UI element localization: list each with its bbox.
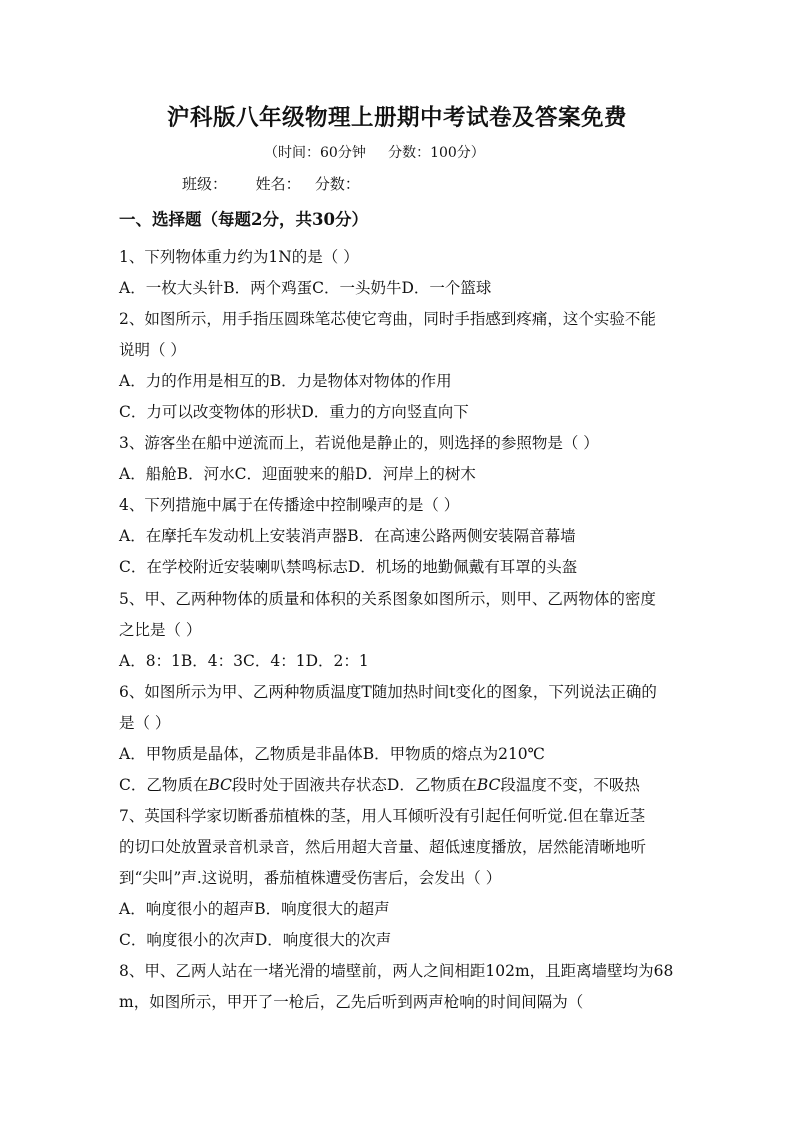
q5-stem-line1: 5、甲、乙两种物体的质量和体积的关系图象如图所示，则甲、乙两物体的密度 <box>119 590 656 608</box>
q6-stem-line1: 6、如图所示为甲、乙两种物质温度T随加热时间t变化的图象，下列说法正确的 <box>119 683 657 701</box>
q7-stem-line1: 7、英国科学家切断番茄植株的茎，用人耳倾听没有引起任何听觉.但在靠近茎 <box>119 807 646 825</box>
q4-options-line2: C．在学校附近安装喇叭禁鸣标志D．机场的地勤佩戴有耳罩的头盔 <box>119 558 578 576</box>
q6-options-line2 <box>119 773 679 797</box>
q3-options: A．船舱B．河水C．迎面驶来的船D．河岸上的树木 <box>119 465 476 483</box>
q4-stem: 4、下列措施中属于在传播途中控制噪声的是（ ） <box>119 496 460 514</box>
q6-opt-c-segment-label: BC <box>208 776 232 794</box>
q6-opt-c-text-a: C．乙物质在 <box>119 776 209 794</box>
exam-time-score: （时间：60分钟 分数：100分） <box>264 145 485 161</box>
q7-options-line1: A．响度很小的超声B．响度很大的超声 <box>119 900 390 918</box>
q6-opt-d-segment-label: BC <box>476 776 501 794</box>
q8-stem-line2: m，如图所示，甲开了一枪后，乙先后听到两声枪响的时间间隔为（ <box>119 993 584 1011</box>
q7-stem-line2: 的切口处放置录音机录音，然后用超大音量、超低速度播放，居然能清晰地听 <box>119 838 647 856</box>
q2-stem-line2: 说明（ ） <box>119 341 186 359</box>
q5-options: A．8：1B．4：3C．4：1D．2：1 <box>119 652 369 670</box>
q2-stem-line1: 2、如图所示，用手指压圆珠笔芯使它弯曲，同时手指感到疼痛，这个实验不能 <box>119 310 656 328</box>
q7-options-line2: C．响度很小的次声D．响度很大的次声 <box>119 931 392 949</box>
q2-options-line1: A．力的作用是相互的B．力是物体对物体的作用 <box>119 372 452 390</box>
q5-stem-line2: 之比是（ ） <box>119 621 202 639</box>
q8-stem-line1: 8、甲、乙两人站在一堵光滑的墙壁前，两人之间相距102m，且距离墙壁均为68 <box>119 962 674 980</box>
section-heading-choice: 一、选择题（每题2分，共30分） <box>119 210 368 229</box>
q6-stem-line2: 是（ ） <box>119 714 171 732</box>
q6-opt-c-text-b: 段时处于固液共存状态D．乙物质在 <box>231 776 477 794</box>
q1-stem: 1、下列物体重力约为1N的是（ ） <box>119 248 359 266</box>
q6-options-line1: A．甲物质是晶体，乙物质是非晶体B．甲物质的熔点为210℃ <box>119 745 546 763</box>
q7-stem-line3: 到“尖叫”声.这说明，番茄植株遭受伤害后，会发出（ ） <box>119 869 502 887</box>
q2-options-line2: C．力可以改变物体的形状D．重力的方向竖直向下 <box>119 403 469 421</box>
q3-stem: 3、游客坐在船中逆流而上，若说他是静止的，则选择的参照物是（ ） <box>119 434 599 452</box>
student-info-line: 班级： 姓名： 分数： <box>182 175 360 193</box>
exam-title: 沪科版八年级物理上册期中考试卷及答案免费 <box>166 105 627 131</box>
q4-options-line1: A．在摩托车发动机上安装消声器B．在高速公路两侧安装隔音幕墙 <box>119 527 576 545</box>
q6-opt-d-text: 段温度不变，不吸热 <box>500 776 640 794</box>
q1-options: A．一枚大头针B．两个鸡蛋C．一头奶牛D．一个篮球 <box>119 279 492 297</box>
